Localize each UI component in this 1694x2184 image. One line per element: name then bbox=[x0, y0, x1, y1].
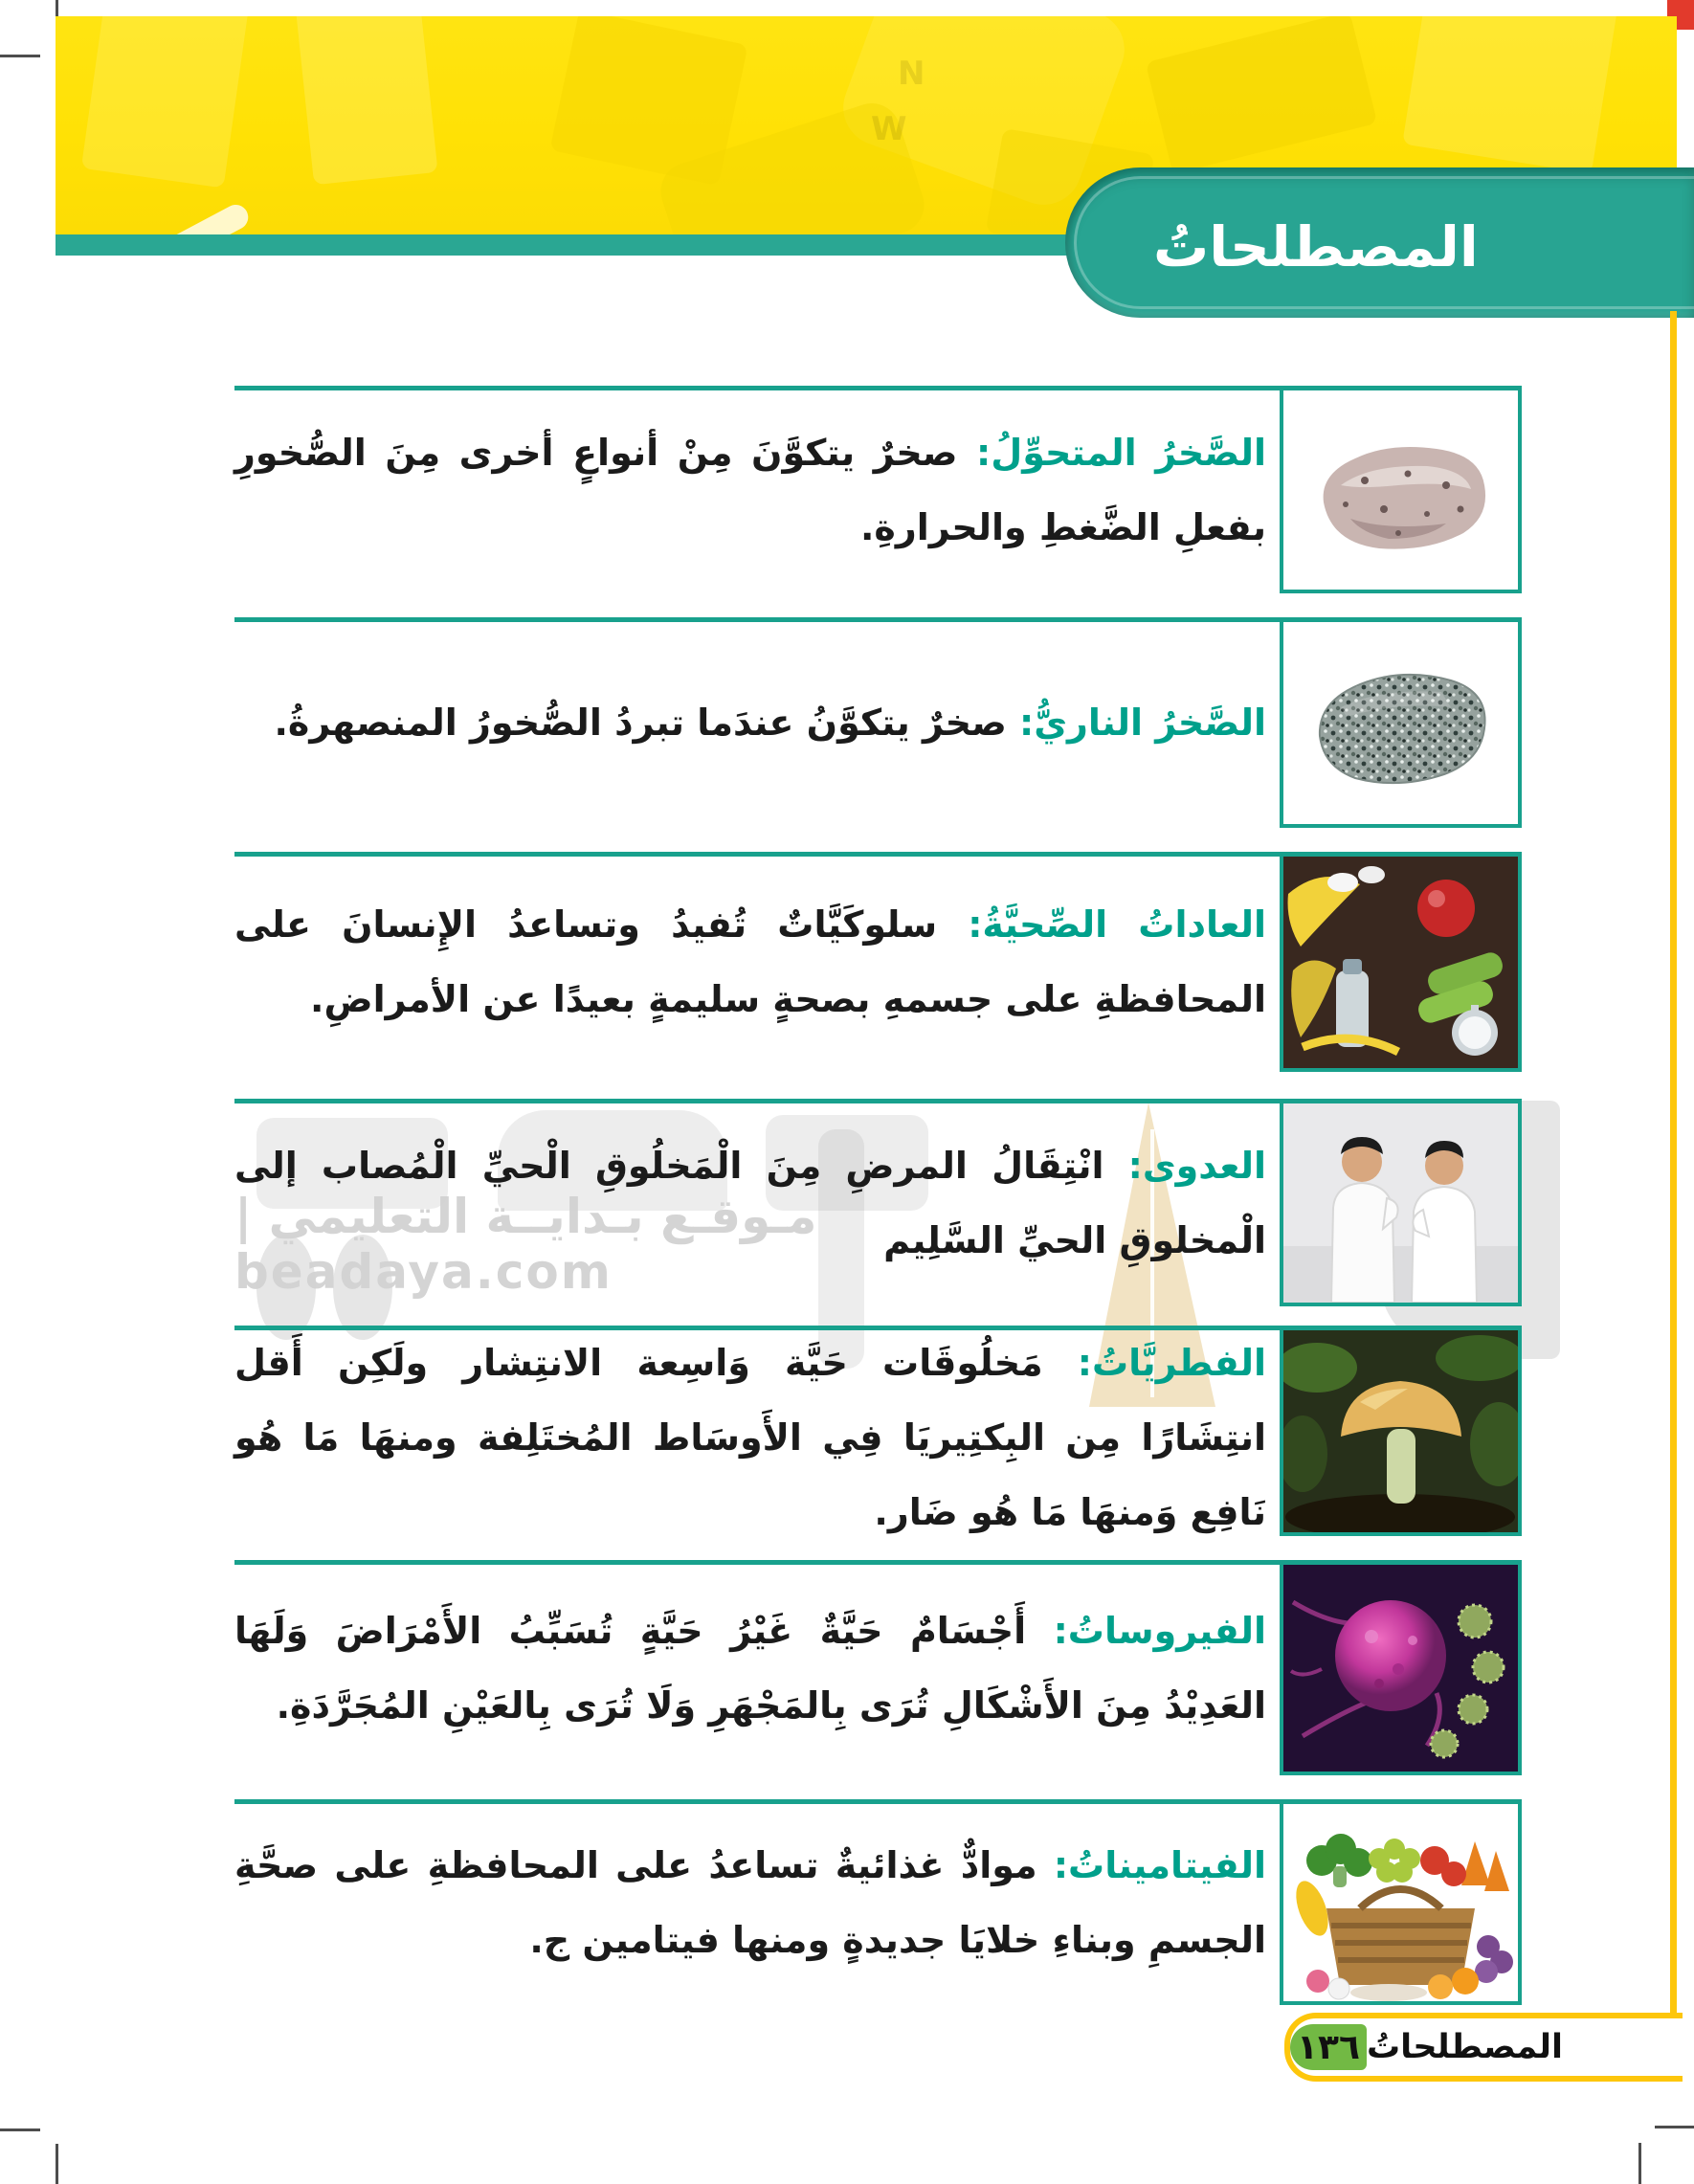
entry-term: الفيروساتُ: bbox=[1053, 1609, 1266, 1652]
entry-text bbox=[234, 1560, 1266, 1775]
footer-section-label: المصطلحاتُ bbox=[1367, 2028, 1564, 2066]
entry-image-box bbox=[1280, 852, 1522, 1072]
infection-image bbox=[1283, 1103, 1518, 1303]
entry-definition: سلوكَيَّاتٌ تُفيدُ وتساعدُ الإِنسانَ على المحافظةِ على جسمهِ بصحةٍ سليمةٍ بعيدًا عن الأمراضِ. bbox=[234, 903, 1266, 1020]
entry-definition: موادٌّ غذائيةٌ تساعدُ على المحافظةِ على صحَّةِ الجسمِ وبناءِ خلايَا جديدةٍ ومنها فيتامين ج. bbox=[234, 1843, 1266, 1961]
entry-definition: أَجْسَامٌ حَيَّةٌ غَيْرُ حَيَّةٍ تُسَبِّبُ الأَمْرَاضَ وَلَهَا العَدِيْدُ مِنَ الأَشْكَالِ تُرَى بِالمَجْهَرِ وَلَا تُرَى بِالعَيْنِ المُجَرَّدَةِ. bbox=[234, 1609, 1266, 1727]
entry-term: الصَّخرُ المتحوِّلُ: bbox=[976, 431, 1267, 474]
viruses-image bbox=[1283, 1564, 1518, 1772]
glossary-entry bbox=[234, 1326, 1522, 1549]
entry-term: العدوى: bbox=[1127, 1144, 1266, 1187]
entry-text bbox=[234, 1326, 1266, 1549]
crop-mark-bottom-right-h bbox=[1655, 2126, 1694, 2128]
entry-image-box bbox=[1280, 1099, 1522, 1306]
entry-image-box bbox=[1280, 386, 1522, 593]
header-decoration bbox=[1146, 16, 1377, 174]
metamorphic-rock-image bbox=[1283, 390, 1518, 590]
glossary-entry bbox=[234, 1099, 1522, 1306]
entry-term: العاداتُ الصِّحيَّةُ: bbox=[968, 903, 1266, 946]
header-decoration bbox=[81, 16, 250, 188]
vitamins-image bbox=[1283, 1803, 1518, 2001]
entry-term: الفيتاميناتُ: bbox=[1053, 1843, 1266, 1886]
glossary-entry bbox=[234, 386, 1522, 593]
entry-text bbox=[234, 1099, 1266, 1306]
glossary-entry bbox=[234, 1560, 1522, 1775]
entry-text bbox=[234, 386, 1266, 593]
glossary-entry bbox=[234, 1799, 1522, 2005]
entry-definition: مَخلُوقَات حَيَّة وَاسِعة الانتِشار ولَكِن أَقل انتِشَارًا مِن البِكتِيريَا فِي الأَوسَاط المُختَلِفة ومنهَا مَا هُو نَافِع وَمنهَا مَا هُو ضَار. bbox=[234, 1342, 1266, 1533]
entry-image-box bbox=[1280, 1799, 1522, 2005]
header-decoration bbox=[1402, 16, 1618, 174]
entry-text bbox=[234, 1799, 1266, 2005]
igneous-rock-image bbox=[1283, 621, 1518, 824]
entry-definition: صخرٌ يتكوَّنَ مِنْ أنواعٍ أخرى مِنَ الصُّخورِ بفعلِ الضَّغطِ والحرارةِ. bbox=[234, 431, 1266, 548]
crop-mark-bottom-right-v bbox=[1638, 2143, 1641, 2184]
header-decoration bbox=[295, 16, 437, 185]
entry-image-box bbox=[1280, 617, 1522, 828]
glossary-entry bbox=[234, 617, 1522, 828]
fungi-image bbox=[1283, 1329, 1518, 1532]
watermark-text: مـوقـع بـدايــة التعليمي | beadaya.com bbox=[234, 1189, 817, 1300]
entry-term: الصَّخرُ الناريُّ: bbox=[1019, 702, 1266, 744]
glossary-entry bbox=[234, 852, 1522, 1072]
entry-text bbox=[234, 852, 1266, 1072]
entry-definition: انْتِقَالُ المرضِ مِنَ الْمَخلُوقِ الْحيِّ الْمُصاب إلى الْمخلوقِ الحيِّ السَّلِيم bbox=[234, 1144, 1266, 1261]
crop-mark-bottom-left-v bbox=[56, 2144, 58, 2184]
healthy-habits-image bbox=[1283, 856, 1518, 1068]
entry-text bbox=[234, 617, 1266, 828]
page-side-rule bbox=[1670, 311, 1677, 2024]
title-banner bbox=[1065, 167, 1694, 318]
footer-page-tab bbox=[1284, 2013, 1683, 2082]
header-letter-n: N bbox=[898, 55, 925, 93]
page-number-badge: ١٣٦ bbox=[1290, 2024, 1367, 2070]
header-letter-w: W bbox=[871, 110, 907, 148]
crop-mark-bottom-left-h bbox=[0, 2128, 40, 2131]
entry-image-box bbox=[1280, 1326, 1522, 1536]
entry-image-box bbox=[1280, 1560, 1522, 1775]
crop-mark-top-left-h bbox=[0, 55, 40, 57]
entry-definition: صخرٌ يتكوَّنُ عندَما تبردُ الصُّخورُ المنصهرةُ. bbox=[274, 702, 1007, 744]
entry-term: الفطريَّاتُ: bbox=[1077, 1342, 1266, 1384]
page-title: المصطلحاتُ bbox=[1153, 214, 1479, 279]
